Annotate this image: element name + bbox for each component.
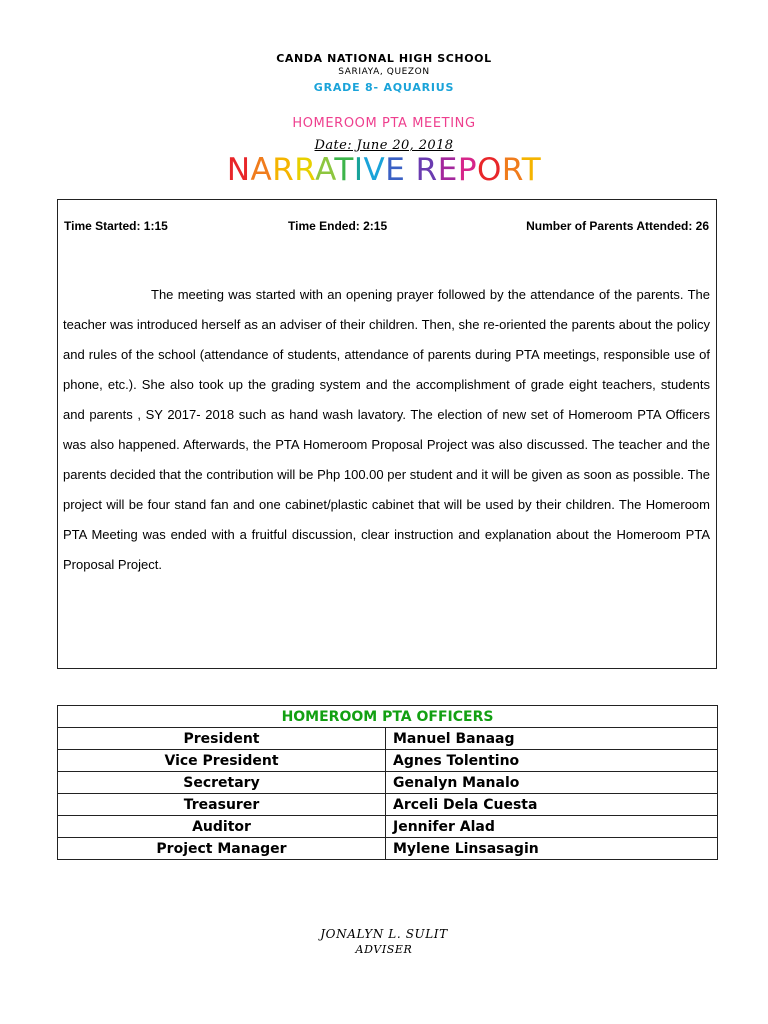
officer-name: Jennifer Alad: [386, 816, 718, 838]
adviser-role: ADVISER: [355, 943, 413, 956]
school-name: CANDA NATIONAL HIGH SCHOOL: [276, 52, 492, 65]
title-letter: T: [334, 152, 354, 188]
adviser-name: JONALYN L. SULIT: [320, 927, 448, 941]
officer-position: Project Manager: [58, 838, 386, 860]
officer-position: Treasurer: [58, 794, 386, 816]
title-letter: R: [415, 152, 438, 188]
title-letter: [405, 152, 415, 188]
officer-name: Manuel Banaag: [386, 728, 718, 750]
parents-attended: Number of Parents Attended: 26: [526, 219, 709, 233]
narrative-report-box: [57, 199, 717, 669]
officers-table: [57, 705, 718, 860]
title-letter: R: [501, 152, 522, 188]
title-letter: A: [250, 152, 273, 188]
table-row: [58, 838, 718, 860]
report-title: [0, 152, 768, 188]
time-ended: Time Ended: 2:15: [288, 219, 388, 233]
table-row: [58, 750, 718, 772]
officer-position: Vice President: [58, 750, 386, 772]
officer-name: Mylene Linsasagin: [386, 838, 718, 860]
title-letter: A: [315, 152, 335, 188]
time-started: Time Started: 1:15: [64, 219, 168, 233]
title-letter: E: [385, 152, 406, 188]
officer-name: Arceli Dela Cuesta: [386, 794, 718, 816]
title-letter: N: [226, 152, 251, 188]
table-row: [58, 772, 718, 794]
grade-section: GRADE 8- AQUARIUS: [313, 81, 455, 94]
narrative-text: The meeting was started with an opening prayer followed by the attendance of the parents. The teacher was introduced herself as an adviser of their children. Then, she re-oriented the parents about the policy and rules of the school (attendance of students, attendance of parents during PTA meetings, responsible use of phone, etc.). She also took up the grading system and the accomplishment of grade eight teachers, students and parents , SY 2017- 2018 such as hand wash lavatory. The election of new set of Homeroom PTA Officers was also happened. Afterwards, the PTA Homeroom Proposal Project was also discussed. The teacher and the parents decided that the contribution will be Php 100.00 per student and it will be given as soon as possible. The project will be four stand fan and one cabinet/plastic cabinet that will be used by their children. The Homeroom PTA Meeting was ended with a fruitful discussion, clear instruction and explanation about the Homeroom PTA Proposal Project.: [63, 287, 710, 572]
table-row: [58, 794, 718, 816]
officer-name: Genalyn Manalo: [386, 772, 718, 794]
table-row: [58, 728, 718, 750]
officer-position: Auditor: [58, 816, 386, 838]
title-letter: I: [353, 152, 364, 188]
officer-position: Secretary: [58, 772, 386, 794]
table-row: [58, 816, 718, 838]
officer-name: Agnes Tolentino: [386, 750, 718, 772]
title-letter: T: [521, 152, 542, 188]
officers-heading-row: [58, 706, 718, 728]
meeting-date: Date: June 20, 2018: [314, 138, 454, 153]
title-letter: E: [437, 152, 458, 188]
school-location: SARIAYA, QUEZON: [338, 67, 430, 77]
meeting-title: HOMEROOM PTA MEETING: [292, 116, 476, 131]
title-letter: V: [363, 152, 386, 188]
title-letter: P: [457, 152, 478, 188]
title-letter: R: [294, 152, 316, 188]
officer-position: President: [58, 728, 386, 750]
officers-heading: HOMEROOM PTA OFFICERS: [58, 706, 718, 728]
title-letter: R: [272, 152, 295, 188]
title-letter: O: [477, 152, 502, 188]
meeting-date-wrap: [0, 138, 768, 153]
